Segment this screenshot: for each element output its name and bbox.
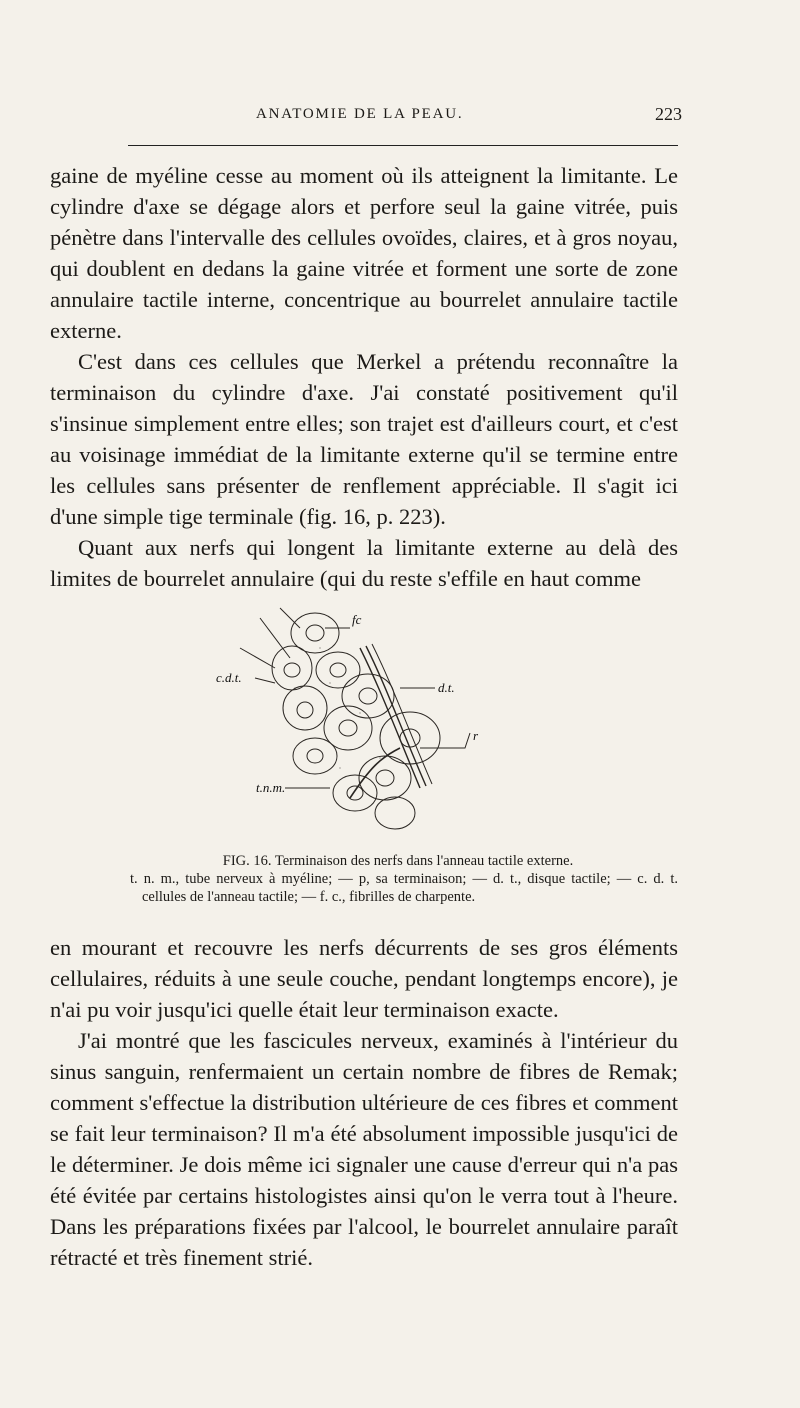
- figure-16-illustration: [216, 588, 510, 838]
- paragraph: J'ai montré que les fascicules nerveux, examinés à l'intérieur du sinus sanguin, renfermaient un certain nombre de fibres de Remak; comment s'effectue la distribution ultérieure de ces fibres et comment se fait leur terminaison? Il m'a été absolument impossible jusqu'ici de le déterminer. Je dois même ici signaler une cause d'erreur qui n'a pas été évitée par certains histologistes ainsi qu'on le verra tout à l'heure. Dans les préparations fixées par l'alcool, le bourrelet annulaire paraît rétracté et très finement strié.: [50, 1028, 678, 1270]
- label-tnm: t.n.m.: [256, 780, 286, 795]
- paragraph: gaine de myéline cesse au moment où ils atteignent la limitante. Le cylindre d'axe se dégage alors et perfore seul la gaine vitrée, puis pénètre dans l'intervalle des cellules ovoïdes, claires, et à gros noyau, qui doublent en dedans la gaine vitrée et forment une sorte de zone annulaire tactile interne, concentrique au bourrelet annulaire tactile externe.: [50, 163, 678, 343]
- text-block-bottom: [50, 932, 678, 1273]
- figure-caption: [118, 852, 678, 906]
- label-r: r: [473, 728, 479, 743]
- page-number: 223: [655, 104, 682, 124]
- running-head: [128, 100, 688, 130]
- text-block-top: [50, 160, 678, 594]
- caption-legend: t. n. m., tube nerveux à myéline; — p, sa terminaison; — d. t., disque tactile; — c. d. t. cellules de l'anneau tactile; — f. c., fibrilles de charpente.: [130, 871, 678, 905]
- label-cdt: c.d.t.: [216, 670, 242, 685]
- label-dt: d.t.: [438, 680, 455, 695]
- caption-title: FIG. 16. Terminaison des nerfs dans l'anneau tactile externe.: [222, 853, 574, 869]
- label-fc: fc: [352, 612, 362, 627]
- paragraph: Quant aux nerfs qui longent la limitante externe au delà des limites de bourrelet annulaire (qui du reste s'effile en haut comme: [50, 535, 678, 591]
- paragraph: C'est dans ces cellules que Merkel a prétendu reconnaître la terminaison du cylindre d'axe. J'ai constaté positivement qu'il s'insinue simplement entre elles; son trajet est d'ailleurs court, et c'est au voisinage immédiat de la limitante externe qu'il se termine entre les cellules sans présenter de renflement appréciable. Il s'agit ici d'une simple tige terminale (fig. 16, p. 223).: [50, 349, 678, 529]
- running-title: ANATOMIE DE LA PEAU.: [256, 106, 464, 122]
- paragraph: en mourant et recouvre les nerfs décurrents de ses gros éléments cellulaires, réduits à une seule couche, pendant longtemps encore), je n'ai pu voir jusqu'ici quelle était leur terminaison exacte.: [50, 935, 678, 1022]
- header-rule: [128, 145, 678, 146]
- nerve-ending-drawing: [216, 588, 510, 838]
